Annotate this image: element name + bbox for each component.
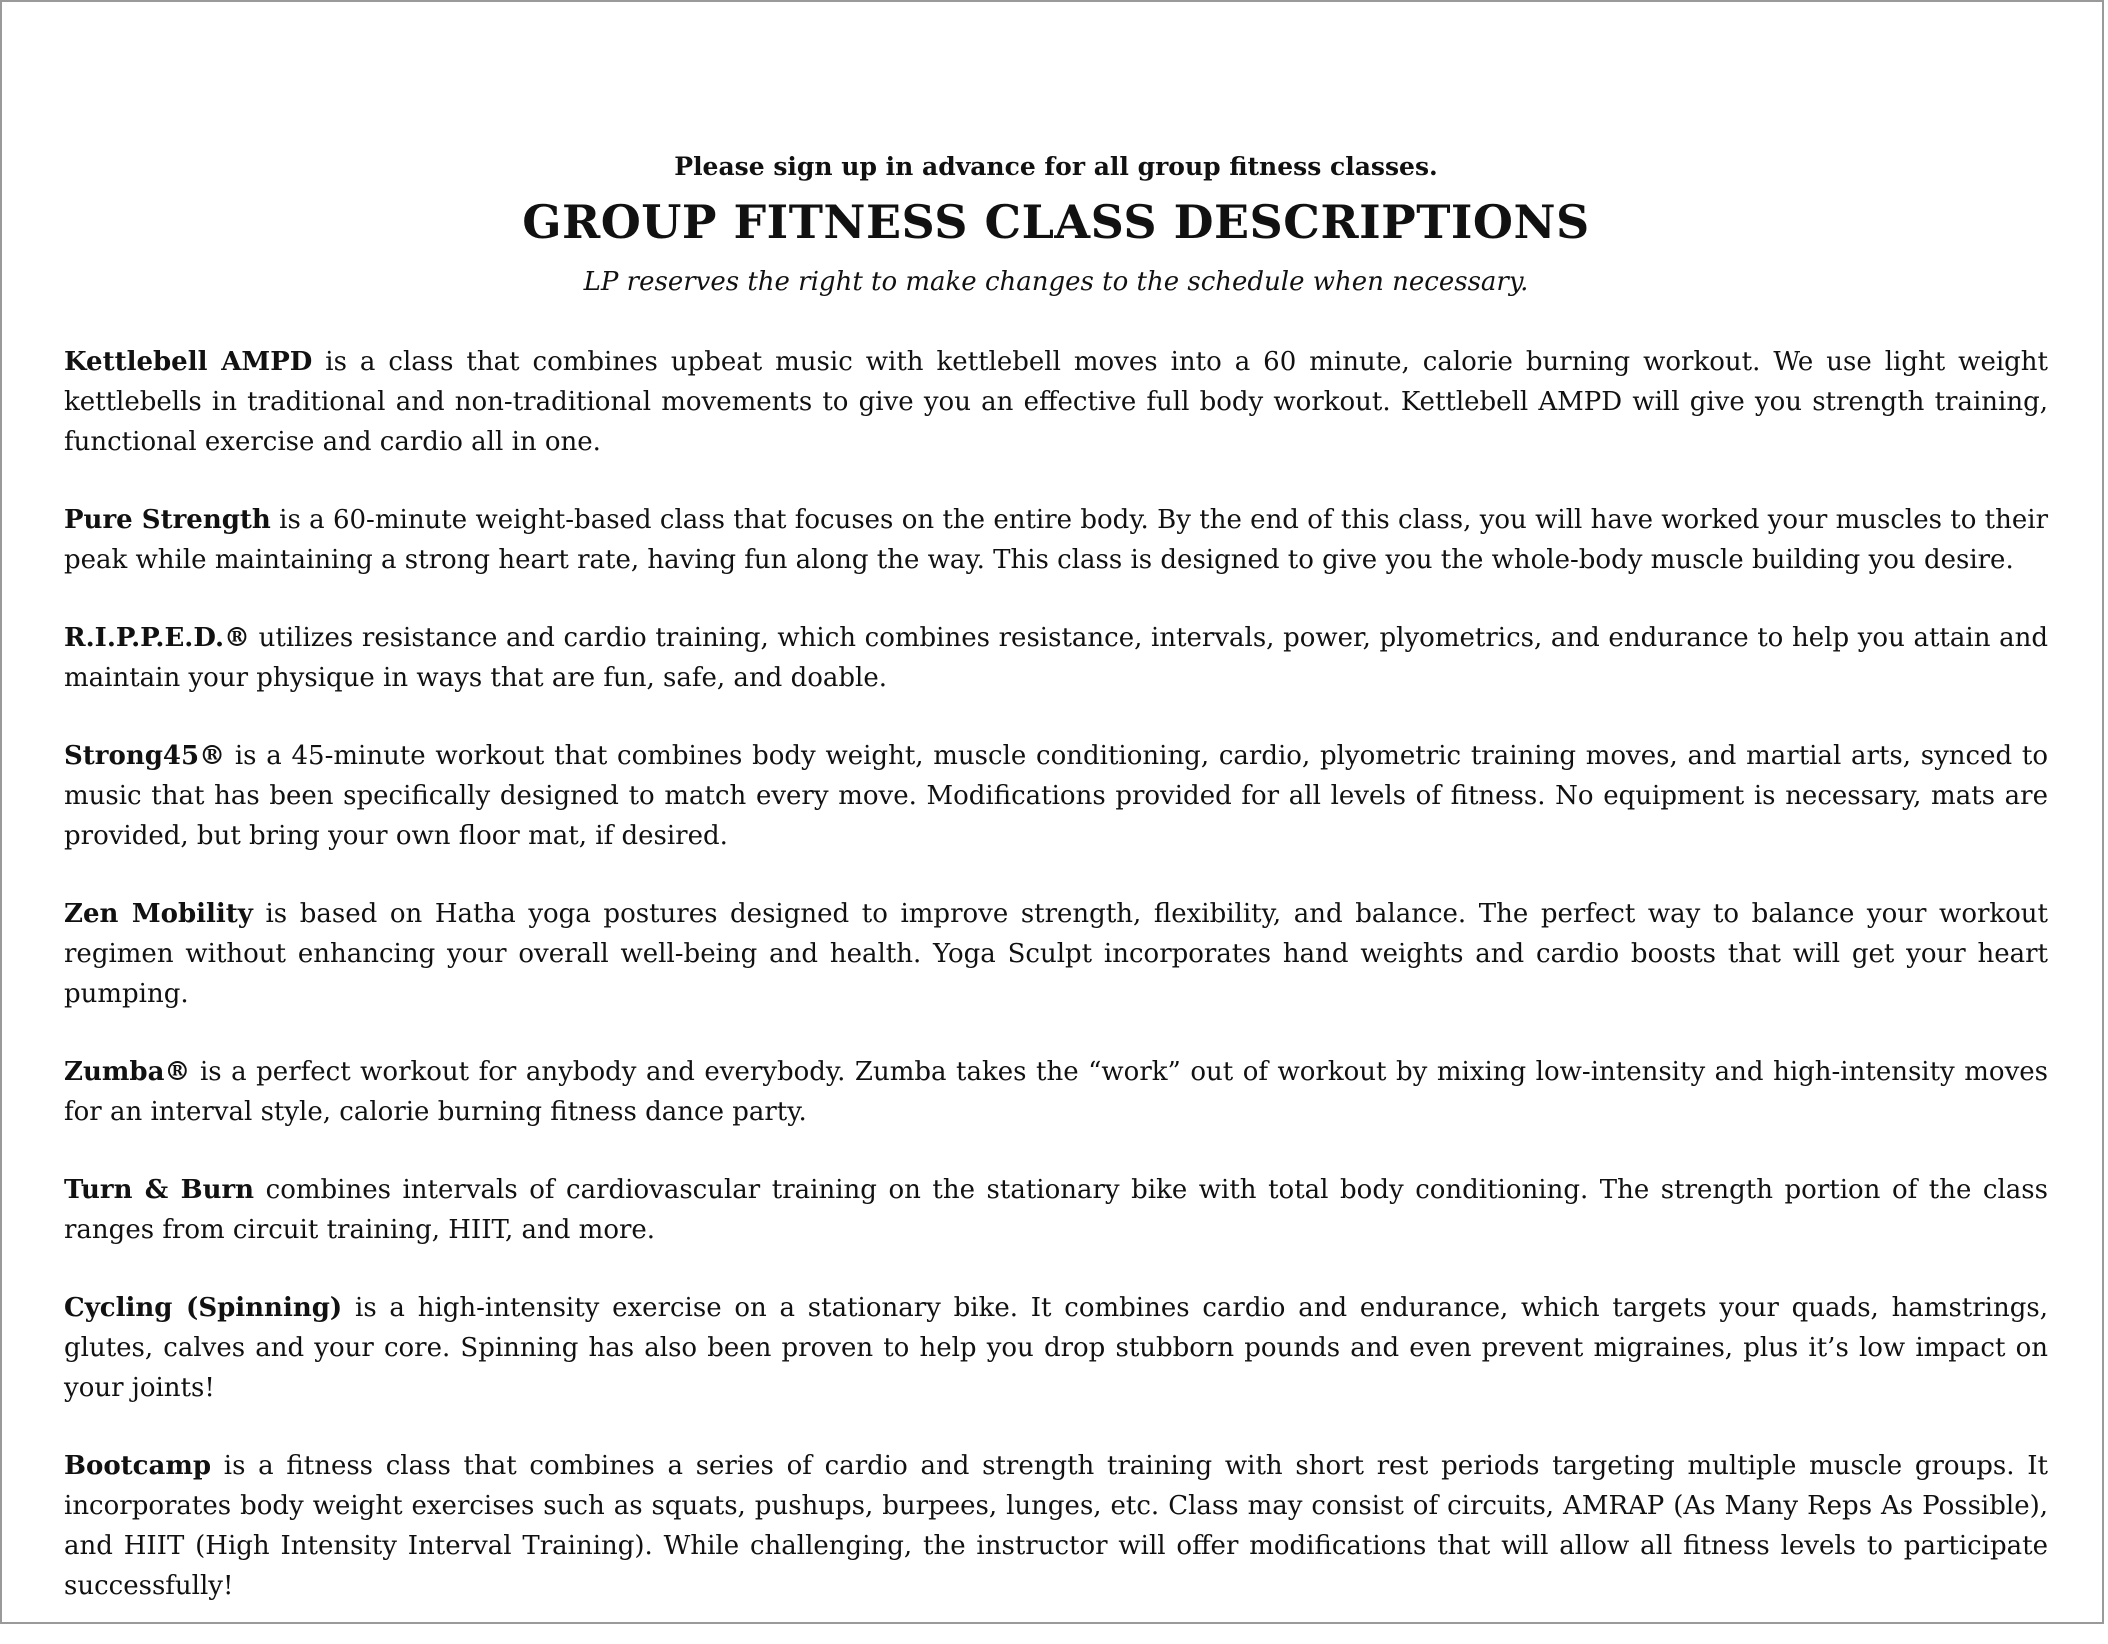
class-zen-mobility	[64, 894, 2048, 1014]
signup-notice: Please sign up in advance for all group fitness classes.	[674, 152, 1438, 181]
class-ripped	[64, 618, 2048, 698]
class-name: Kettlebell AMPD	[64, 347, 313, 377]
class-description: is a class that combines upbeat music with kettlebell moves into a 60 minute, calorie burning workout. We use light weight kettlebells in traditional and non-traditional movements to give you an effective full body workout. Kettlebell AMPD will give you strength training, functional exercise and cardio all in one.	[64, 347, 2048, 457]
class-description: utilizes resistance and cardio training, which combines resistance, intervals, power, plyometrics, and endurance to help you attain and maintain your physique in ways that are fun, safe, and doable.	[64, 623, 2048, 693]
class-name: Bootcamp	[64, 1451, 212, 1481]
schedule-disclaimer: LP reserves the right to make changes to the schedule when necessary.	[583, 267, 1529, 297]
class-description: combines intervals of cardiovascular training on the stationary bike with total body conditioning. The strength portion of the class ranges from circuit training, HIIT, and more.	[64, 1175, 2048, 1245]
class-turn-and-burn	[64, 1170, 2048, 1250]
class-description: is a 60-minute weight-based class that focuses on the entire body. By the end of this class, you will have worked your muscles to their peak while maintaining a strong heart rate, having fun along the way. This class is designed to give you the whole-body muscle building you desire.	[64, 505, 2049, 575]
class-description: is a perfect workout for anybody and everybody. Zumba takes the “work” out of workout by mixing low-intensity and high-intensity moves for an interval style, calorie burning fitness dance party.	[64, 1057, 2048, 1127]
class-name: Strong45®	[64, 741, 226, 771]
class-cycling-spinning	[64, 1288, 2048, 1408]
class-name: R.I.P.P.E.D.®	[64, 623, 251, 653]
class-name: Pure Strength	[64, 505, 271, 535]
class-name: Zen Mobility	[64, 899, 253, 929]
class-description: is a high-intensity exercise on a stationary bike. It combines cardio and endurance, which targets your quads, hamstrings, glutes, calves and your core. Spinning has also been proven to help you drop stubborn pounds and even prevent migraines, plus it’s low impact on your joints!	[64, 1293, 2048, 1403]
class-kettlebell-ampd	[64, 342, 2048, 462]
class-description-list	[64, 342, 2048, 1606]
class-bootcamp	[64, 1446, 2048, 1606]
class-strong45	[64, 736, 2048, 856]
class-name: Turn & Burn	[64, 1175, 255, 1205]
class-description: is based on Hatha yoga postures designed to improve strength, flexibility, and balance. The perfect way to balance your workout regimen without enhancing your overall well-being and health. Yoga Sculpt incorporates hand weights and cardio boosts that will get your heart pumping.	[64, 899, 2048, 1009]
class-description: is a fitness class that combines a series of cardio and strength training with short rest periods targeting multiple muscle groups. It incorporates body weight exercises such as squats, pushups, burpees, lunges, etc. Class may consist of circuits, AMRAP (As Many Reps As Possible), and HIIT (High Intensity Interval Training). While challenging, the instructor will offer modifications that will allow all fitness levels to participate successfully!	[64, 1451, 2048, 1601]
class-pure-strength	[64, 500, 2048, 580]
class-zumba	[64, 1052, 2048, 1132]
class-name: Zumba®	[64, 1057, 191, 1087]
document-content	[64, 148, 2048, 1644]
class-description: is a 45-minute workout that combines body weight, muscle conditioning, cardio, plyometric training moves, and martial arts, synced to music that has been specifically designed to match every move. Modifications provided for all levels of fitness. No equipment is necessary, mats are provided, but bring your own floor mat, if desired.	[64, 741, 2048, 851]
page-title: GROUP FITNESS CLASS DESCRIPTIONS	[522, 195, 1590, 249]
class-name: Cycling (Spinning)	[64, 1293, 343, 1323]
